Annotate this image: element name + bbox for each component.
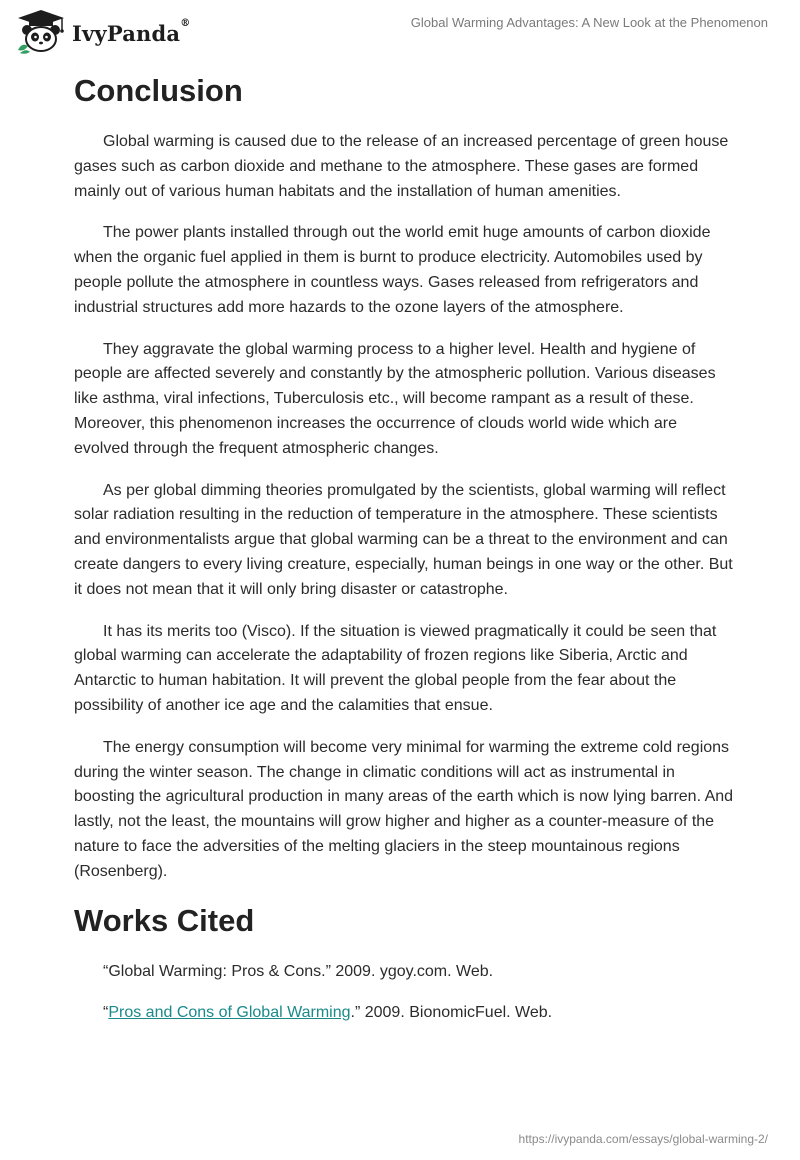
citation-1: “Global Warming: Pros & Cons.” 2009. ygoy.com. Web. [103, 962, 494, 980]
conclusion-paragraph-6: The energy consumption will become very minimal for warming the extreme cold regions during the winter season. The change in climatic conditions will act as instrumental in boosting the agricultural production in many areas of the earth which is now lying barren. And lastly, not the least, the mountains will grow higher and higher as a counter-measure of the nature to face the adversities of the melting glaciers in the steep mountainous regions (Rosenberg). [74, 738, 734, 880]
brand-name: IvyPanda® [72, 17, 191, 46]
works-cited-section [74, 902, 734, 1025]
conclusion-paragraph-1: Global warming is caused due to the release of an increased percentage of green house gases such as carbon dioxide and methane to the atmosphere. These gases are formed mainly out of various human habitats and the installation of human amenities. [74, 133, 729, 200]
ivypanda-logo[interactable] [14, 8, 190, 54]
conclusion-paragraph-4: As per global dimming theories promulgated by the scientists, global warming will reflect solar radiation resulting in the reduction of temperature in the atmosphere. These scientists and environmentalists argue that global warming can be a threat to the environment and can create dangers to every living creature, especially, human beings in one way or the other. But it does not mean that it will only bring disaster or catastrophe. [74, 481, 733, 598]
citation-2-rest: .” 2009. BionomicFuel. Web. [350, 1003, 553, 1021]
page-footer-url: https://ivypanda.com/essays/global-warming-2/ [518, 1132, 768, 1146]
conclusion-paragraph-5: It has its merits too (Visco). If the situation is viewed pragmatically it could be seen that global warming can accelerate the adaptability of frozen regions like Siberia, Arctic and Antarctic to human habitation. It will prevent the global people from the fear about the possibility of another ice age and the calamities that ensue. [74, 622, 717, 714]
registered-mark: ® [180, 17, 191, 29]
conclusion-paragraph-2: The power plants installed through out the world emit huge amounts of carbon dioxide when the organic fuel applied in them is burnt to produce electricity. Automobiles used by people pollute the atmosphere in countless ways. Gases released from refrigerators and industrial structures add more hazards to the ozone layers of the atmosphere. [74, 224, 711, 316]
page-header [0, 0, 800, 60]
conclusion-heading: Conclusion [74, 73, 243, 108]
works-cited-heading: Works Cited [74, 902, 255, 938]
citation-2 [74, 1001, 734, 1025]
essay-content [74, 72, 734, 1042]
citation-2-open-quote: “ [103, 1003, 109, 1021]
citation-2-link[interactable]: Pros and Cons of Global Warming [108, 1003, 351, 1021]
conclusion-section [74, 72, 734, 885]
document-title: Global Warming Advantages: A New Look at the Phenomenon [410, 15, 768, 30]
conclusion-paragraph-3: They aggravate the global warming process to a higher level. Health and hygiene of people are affected severely and constantly by the atmospheric pollution. Various diseases like asthma, viral infections, Tuberculosis etc., will become rampant as a result of these. Moreover, this phenomenon increases the occurrence of clouds world wide which are evolved through the frequent atmospheric changes. [74, 340, 716, 457]
panda-graduate-icon [14, 8, 68, 54]
